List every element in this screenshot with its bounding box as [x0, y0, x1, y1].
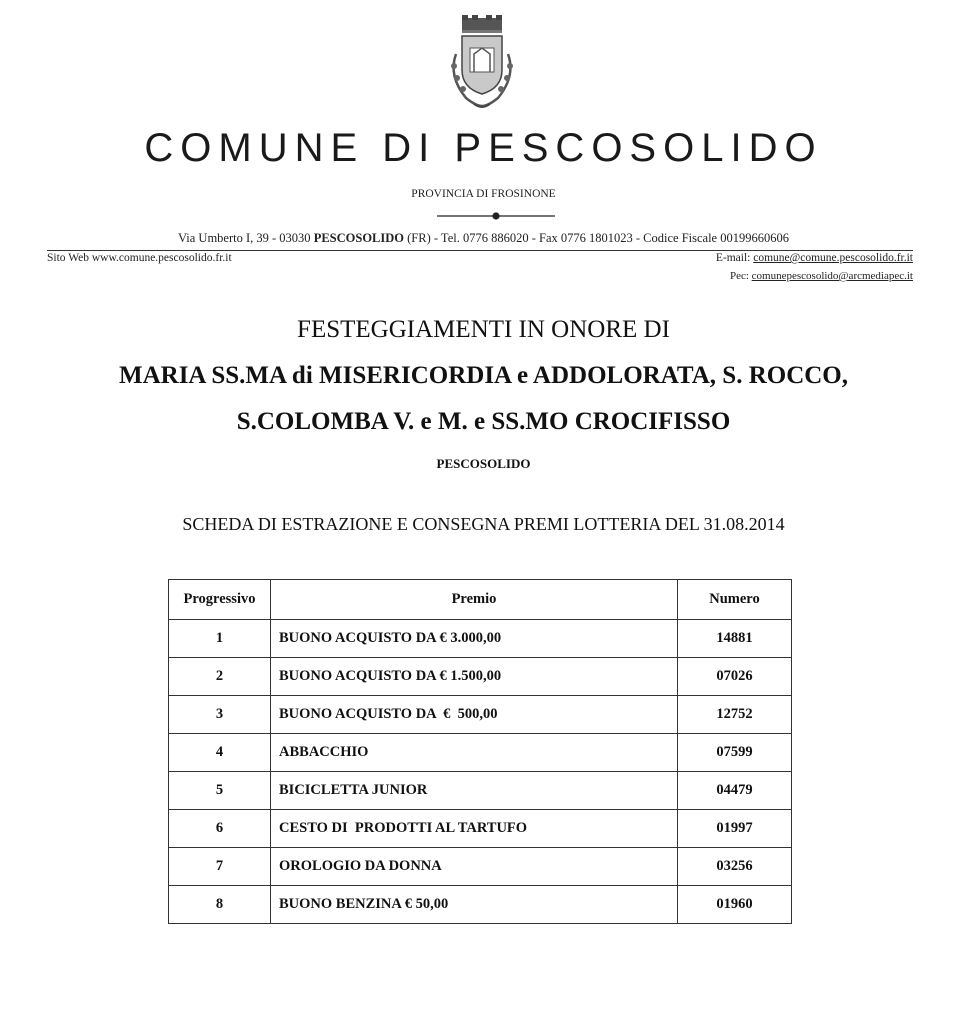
- email-link[interactable]: comune@comune.pescosolido.fr.it: [753, 252, 913, 264]
- cell-numero: 04479: [678, 772, 792, 810]
- cell-numero: 03256: [678, 848, 792, 886]
- cell-progressivo: 8: [169, 886, 271, 924]
- cell-numero: 14881: [678, 620, 792, 658]
- table-row: [169, 734, 792, 772]
- heading-line-3: S.COLOMBA V. e M. e SS.MO CROCIFISSO: [236, 408, 731, 435]
- cell-progressivo: 5: [169, 772, 271, 810]
- provincia-label: PROVINCIA DI FROSINONE: [411, 188, 556, 200]
- cell-progressivo: 3: [169, 696, 271, 734]
- cell-premio: BUONO ACQUISTO DA € 3.000,00: [271, 620, 678, 658]
- cell-progressivo: 1: [169, 620, 271, 658]
- cell-numero: 01997: [678, 810, 792, 848]
- cell-premio: BUONO ACQUISTO DA € 1.500,00: [271, 658, 678, 696]
- table-header-row: [169, 580, 792, 620]
- email-label: E-mail:: [715, 252, 754, 264]
- cell-premio: CESTO DI PRODOTTI AL TARTUFO: [271, 810, 678, 848]
- table-row: [169, 772, 792, 810]
- email-line: [716, 252, 913, 264]
- address-line: [0, 231, 967, 246]
- cell-numero: 07026: [678, 658, 792, 696]
- table-row: [169, 848, 792, 886]
- cell-numero: 01960: [678, 886, 792, 924]
- pec-label: Pec:: [729, 270, 752, 282]
- header-progressivo: Progressivo: [169, 580, 271, 620]
- cell-premio: OROLOGIO DA DONNA: [271, 848, 678, 886]
- pec-link[interactable]: comunepescosolido@arcmediapec.it: [751, 270, 913, 282]
- cell-premio: ABBACCHIO: [271, 734, 678, 772]
- heading-line-2: MARIA SS.MA di MISERICORDIA e ADDOLORATA, S. ROCCO,: [118, 362, 849, 389]
- address-town: PESCOSOLIDO: [313, 231, 404, 245]
- cell-progressivo: 4: [169, 734, 271, 772]
- header-rule: [47, 250, 913, 251]
- cell-premio: BUONO ACQUISTO DA € 500,00: [271, 696, 678, 734]
- table-row: [169, 696, 792, 734]
- table-row: [169, 620, 792, 658]
- prizes-table: [168, 579, 792, 924]
- cell-progressivo: 6: [169, 810, 271, 848]
- cell-premio: BICICLETTA JUNIOR: [271, 772, 678, 810]
- table-row: [169, 886, 792, 924]
- table-row: [169, 810, 792, 848]
- cell-progressivo: 7: [169, 848, 271, 886]
- website-text: Sito Web www.comune.pescosolido.fr.it: [47, 252, 232, 264]
- heading-line-1: FESTEGGIAMENTI IN ONORE DI: [297, 316, 670, 343]
- header-premio: Premio: [271, 580, 678, 620]
- cell-premio: BUONO BENZINA € 50,00: [271, 886, 678, 924]
- table-row: [169, 658, 792, 696]
- cell-numero: 12752: [678, 696, 792, 734]
- cell-progressivo: 2: [169, 658, 271, 696]
- divider-ornament-icon: [437, 210, 555, 222]
- address-post: (FR) - Tel. 0776 886020 - Fax 0776 1801023 - Codice Fiscale 00199660606: [404, 231, 789, 245]
- municipal-crest-icon: [440, 14, 524, 114]
- address-pre: Via Umberto I, 39 - 03030: [178, 231, 314, 245]
- comune-title: COMUNE DI PESCOSOLIDO: [144, 126, 823, 170]
- pec-line: [730, 270, 913, 282]
- cell-numero: 07599: [678, 734, 792, 772]
- scheda-title: SCHEDA DI ESTRAZIONE E CONSEGNA PREMI LOTTERIA DEL 31.08.2014: [182, 514, 785, 534]
- heading-line-4: PESCOSOLIDO: [436, 456, 531, 471]
- header-numero: Numero: [678, 580, 792, 620]
